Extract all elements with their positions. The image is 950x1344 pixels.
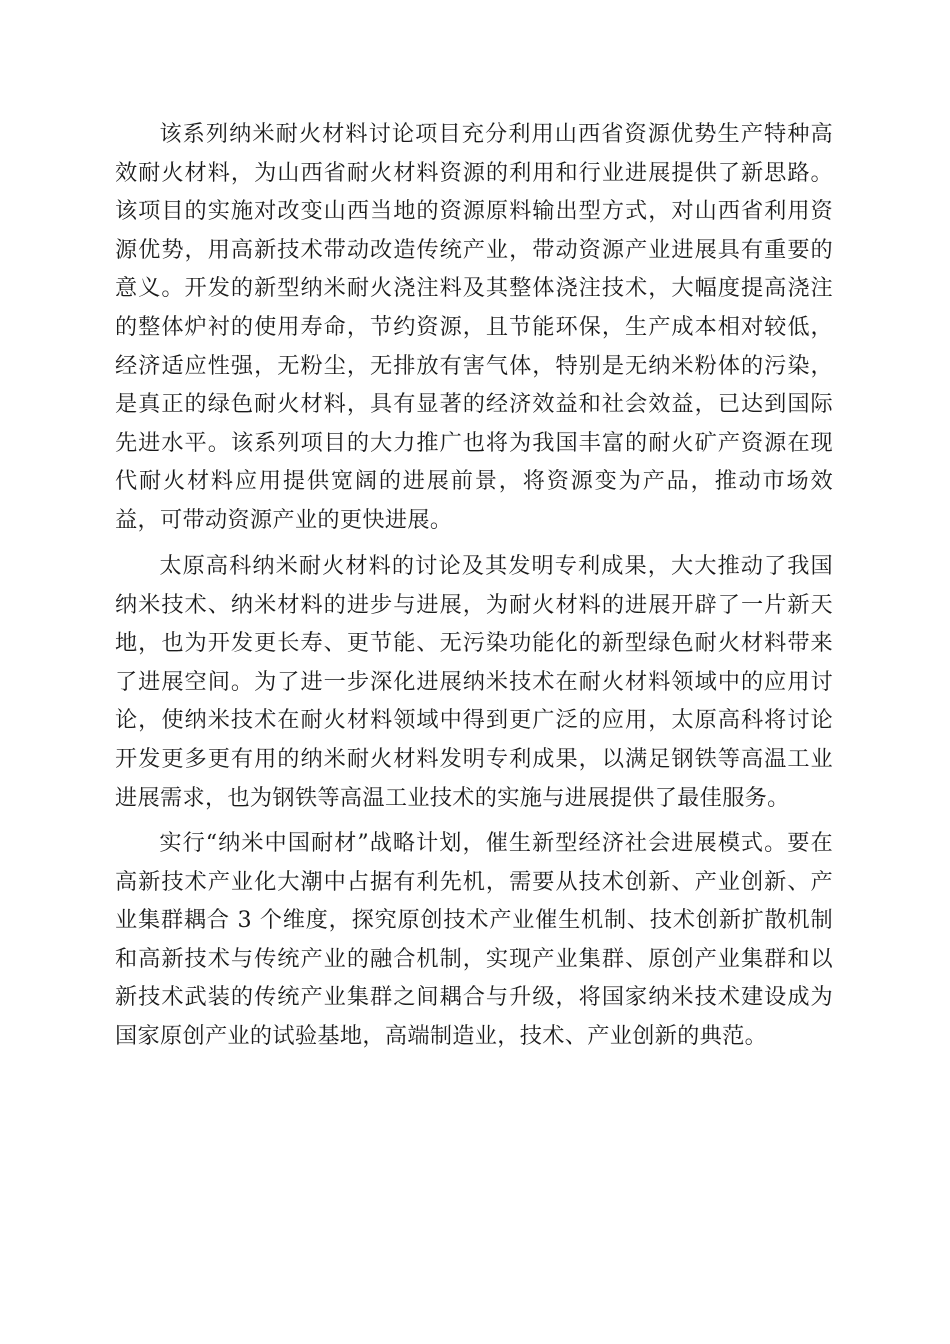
body-text-block bbox=[115, 824, 833, 1056]
body-text-block bbox=[115, 547, 833, 817]
paragraph-2: 太原高科纳米耐火材料的讨论及其发明专利成果，大大推动了我国纳米技术、纳米材料的进步与进展，为耐火材料的进展开辟了一片新天地，也为开发更长寿、更节能、无污染功能化的新型绿色耐火材料带来了进展空间。为了进一步深化进展纳米技术在耐火材料领域中的应用讨论，使纳米技术在耐火材料领域中得到更广泛的应用，太原高科将讨论开发更多更有用的纳米耐火材料发明专利成果，以满足钢铁等高温工业进展需求，也为钢铁等高温工业技术的实施与进展提供了最佳服务。 bbox=[115, 553, 833, 811]
body-text-block bbox=[115, 115, 833, 540]
paragraph-1: 该系列纳米耐火材料讨论项目充分利用山西省资源优势生产特种高效耐火材料，为山西省耐火材料资源的利用和行业进展提供了新思路。该项目的实施对改变山西当地的资源原料输出型方式，对山西省利用资源优势，用高新技术带动改造传统产业，带动资源产业进展具有重要的意义。开发的新型纳米耐火浇注料及其整体浇注技术，大幅度提高浇注的整体炉衬的使用寿命，节约资源，且节能环保，生产成本相对较低，经济适应性强，无粉尘，无排放有害气体，特别是无纳米粉体的污染，是真正的绿色耐火材料，具有显著的经济效益和社会效益，已达到国际先进水平。该系列项目的大力推广也将为我国丰富的耐火矿产资源在现代耐火材料应用提供宽阔的进展前景，将资源变为产品，推动市场效益，可带动资源产业的更快进展。 bbox=[115, 121, 833, 533]
paragraph-3: 实行“纳米中国耐材”战略计划，催生新型经济社会进展模式。要在高新技术产业化大潮中占据有利先机，需要从技术创新、产业创新、产业集群耦合 3 个维度，探究原创技术产业催生机制、技术创新扩散机制和高新技术与传统产业的融合机制，实现产业集群、原创产业集群和以新技术武装的传统产业集群之间耦合与升级，将国家纳米技术建设成为国家原创产业的试验基地，高端制造业，技术、产业创新的典范。 bbox=[115, 830, 833, 1049]
